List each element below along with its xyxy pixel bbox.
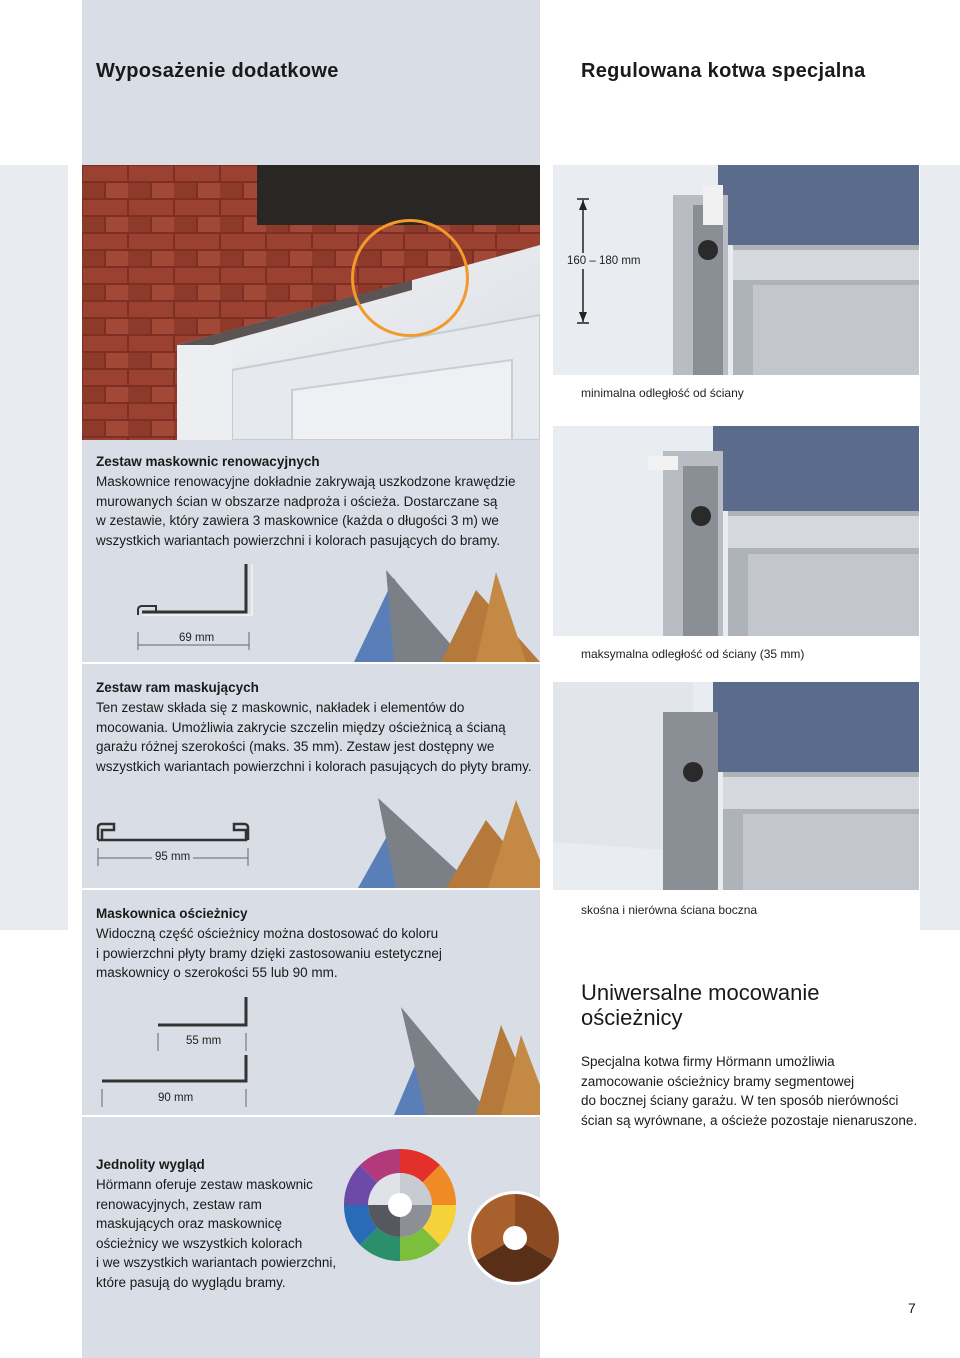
frame-cover-dimension-large: 90 mm bbox=[158, 1092, 194, 1104]
left-margin-strip bbox=[0, 165, 68, 930]
uniform-line: maskujących oraz maskownicę bbox=[96, 1216, 283, 1231]
photo3-caption: skośna i nierówna ściana boczna bbox=[581, 903, 758, 917]
uniform-line: które pasują do wyglądu bramy. bbox=[96, 1274, 286, 1290]
frame-set-profile-diagram bbox=[96, 790, 540, 888]
frame-set-line: Ten zestaw składa się z maskownic, nakładek i elementów do bbox=[96, 700, 465, 715]
frame-cover-line: Widoczną część ościeżnicy można dostosować do koloru bbox=[96, 926, 439, 941]
left-column-divider-2 bbox=[82, 888, 540, 890]
anchor-photo-min-distance bbox=[553, 165, 919, 375]
universal-title-line1: Uniwersalne mocowanie bbox=[581, 980, 820, 1005]
photo2-caption: maksymalna odległość od ściany (35 mm) bbox=[581, 647, 805, 661]
frame-set-line: garażu różnej szerokości (maks. 35 mm). Zestaw jest dostępny we bbox=[96, 739, 495, 754]
left-column-divider-3 bbox=[82, 1115, 540, 1117]
frame-cover-section bbox=[96, 906, 536, 983]
frame-set-title: Zestaw ram maskujących bbox=[96, 680, 259, 695]
frame-cover-dimension-small: 55 mm bbox=[186, 1035, 222, 1047]
renovation-dimension: 69 mm bbox=[176, 632, 217, 644]
wood-finish-disc bbox=[465, 1188, 565, 1288]
frame-set-line: mocowania. Umożliwia zakrycie szczelin między ościeżnicą a ścianą bbox=[96, 719, 506, 735]
anchor-dimension-label: 160 – 180 mm bbox=[567, 255, 641, 267]
frame-set-dimension: 95 mm bbox=[152, 851, 193, 863]
universal-line: Specjalna kotwa firmy Hörmann umożliwia bbox=[581, 1054, 835, 1069]
page-title-right: Regulowana kotwa specjalna bbox=[581, 60, 866, 82]
uniform-line: renowacyjnych, zestaw ram bbox=[96, 1196, 262, 1212]
universal-line: do bocznej ściany garażu. W ten sposób nierówności bbox=[581, 1093, 899, 1108]
brick-wall-photo bbox=[82, 165, 540, 440]
page-number: 7 bbox=[908, 1300, 916, 1316]
uniform-line: ościeżnicy we wszystkich kolorach bbox=[96, 1235, 303, 1251]
renovation-line: murowanych ścian w obszarze nadproża i ościeża. Dostarczane są bbox=[96, 493, 498, 509]
right-margin-strip bbox=[920, 165, 960, 930]
universal-line: ścian są wyrównane, a ościeże pozostaje nienaruszone. bbox=[581, 1112, 918, 1128]
uniform-line: Hörmann oferuje zestaw maskownic bbox=[96, 1177, 313, 1192]
universal-title-line2: ościeżnicy bbox=[581, 1005, 683, 1030]
anchor-photo-slanted-wall bbox=[553, 682, 919, 890]
renovation-line: wszystkich wariantach powierzchni i kolorach pasujących do bramy. bbox=[96, 532, 501, 548]
universal-mounting-section bbox=[581, 980, 941, 1130]
frame-cover-line: i powierzchni płyty bramy dzięki zastosowaniu estetycznej bbox=[96, 945, 442, 961]
renovation-line: Maskownice renowacyjne dokładnie zakrywają uszkodzone krawędzie bbox=[96, 474, 516, 489]
photo1-caption: minimalna odległość od ściany bbox=[581, 386, 744, 400]
universal-line: zamocowanie ościeżnicy bramy segmentowej bbox=[581, 1073, 855, 1089]
uniform-line: i we wszystkich wariantach powierzchni, bbox=[96, 1255, 337, 1270]
frame-set-line: wszystkich wariantach powierzchni i kolorach pasujących do płyty bramy. bbox=[96, 758, 532, 774]
page-title-left: Wyposażenie dodatkowe bbox=[96, 60, 339, 82]
renovation-title: Zestaw maskownic renowacyjnych bbox=[96, 454, 320, 469]
renovation-section bbox=[96, 454, 536, 550]
left-column-divider-1 bbox=[82, 662, 540, 664]
frame-cover-title: Maskownica ościeżnicy bbox=[96, 906, 248, 921]
anchor-photo-max-distance bbox=[553, 426, 919, 636]
uniform-title: Jednolity wygląd bbox=[96, 1157, 205, 1172]
frame-cover-line: maskownicy o szerokości 55 lub 90 mm. bbox=[96, 965, 338, 980]
color-wheel-image bbox=[340, 1145, 460, 1265]
renovation-profile-diagram bbox=[96, 560, 540, 662]
frame-set-section bbox=[96, 680, 536, 776]
highlight-circle bbox=[351, 219, 469, 337]
renovation-line: w zestawie, który zawiera 3 maskownice (każda o długości 3 m) we bbox=[96, 513, 499, 528]
uniform-section bbox=[96, 1157, 356, 1292]
